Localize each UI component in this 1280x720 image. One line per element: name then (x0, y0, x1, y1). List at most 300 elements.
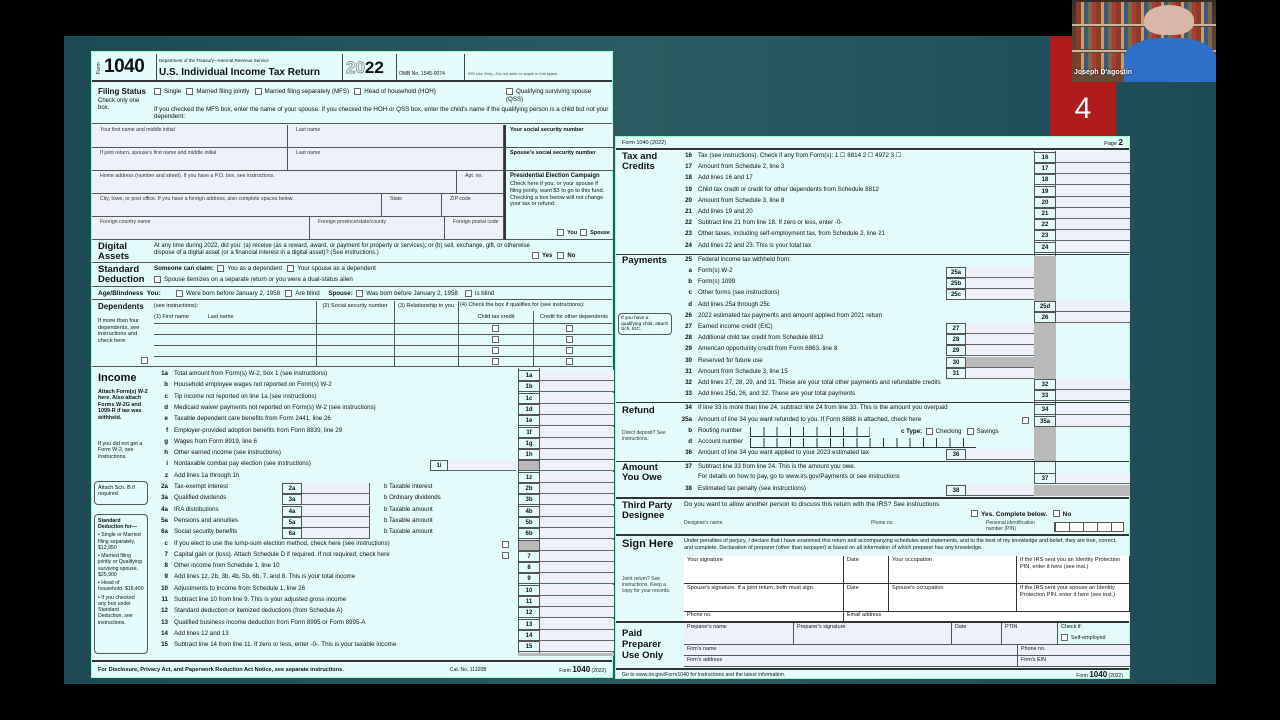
foreign-country-field[interactable]: Foreign country name (92, 217, 310, 240)
ssn-field[interactable]: Your social security number (504, 125, 614, 148)
firm-ein-field[interactable]: Firm's EIN (1018, 656, 1130, 667)
spouse-date-field[interactable]: Date (844, 584, 889, 612)
line-box-label: 9 (518, 573, 540, 584)
split-left-input[interactable] (302, 517, 370, 528)
divider (616, 254, 1129, 255)
income-section: Income Attach Form(s) W-2 here. Also attach Forms W-2G and 1099-R if tax was withheld. If you did not get a Form W-2, see instructions. Attach Sch. B if required. Standard Deduction for— • Single or Married filing separately, $12,950 • Married filing jointly or Qualifying surviving spouse, $25,900 • Head of household, $19,400 • If you checked any box under Standard Deduction, see instructions. 1a Total amount from Form(s) W-2, box 1 (see instructions) 1a b Household employee wages not reported on Form(s) W-2 1b c Tip income not reported on line 1a (see instructions) 1c d Medicaid waiver payments not reported on Form(s) W-2 (see instructions) 1d e Taxable dependent care benefits from Form 2441, line 26 1e f Employer-provided adoption benefits from Form 8839, line 29 1f g Wages from Form 8919, line 6 1g h Other earned income (see instructions) 1h i Nontaxable combat pay election (see instructions) 1i z Add lines 1a through 1h 1z 2a Tax-exempt interest b Taxable interest 2a 2b 3a Qualified dividends b Ordinary dividends 3a 3b 4a IRA distributions b Taxable amount 4a 4b 5a Pensions and annuities b Taxable amount 5a 5b 6a Social security benefits b Taxable amount 6a 6b c If you elect to use the lump-sum election method, check here (see instructions) 7 Capital gain or (loss). Attach Schedule D if required. If not required, check here 7 8 Other income from Schedule 1, line 10 8 9 Add lines 1z, 2b, 3b, 4b, 5b, 6b, 7, and 8. This is your total income 9 10 Adjustments to income from Schedule 1, line 26 10 11 Subtract line 10 from line 9. This is your adjusted gross income 11 12 Standard deduction or itemized deductions (from Schedule A) 12 13 Qualified business income deduction from Form 8995 or Form 8995-A 13 14 Add lines 12 and 13 14 15 Subtract line 14 from line 11. If zero or less, enter -0-. This is your taxable income 15 (92, 368, 612, 658)
line-box-label: 16 (1034, 152, 1056, 163)
digital-assets-no[interactable]: No (557, 253, 575, 259)
income-split-line: 4a IRA distributions b Taxable amount (161, 505, 433, 513)
last-name-field[interactable]: Last name (288, 125, 504, 148)
line-number: d (164, 403, 168, 411)
line-box-label: 1h (518, 449, 540, 460)
income-line (150, 540, 518, 551)
checkbox[interactable] (255, 88, 262, 95)
line-number: 12 (161, 607, 168, 615)
form-label: Form (96, 62, 102, 74)
firm-name-field[interactable]: Firm's name (684, 645, 1018, 656)
designee-phone-label: Phone no. (871, 520, 894, 527)
you-blind[interactable]: Are blind (285, 290, 319, 297)
form-title: U.S. Individual Income Tax Return (159, 67, 320, 78)
income-line (150, 619, 518, 630)
amount-input[interactable] (1056, 152, 1130, 163)
dependent-4-odc[interactable] (566, 358, 573, 365)
tax-year: 2022 (346, 58, 384, 77)
form-8888-checkbox[interactable] (1022, 417, 1029, 424)
occupation-field[interactable]: Your occupation (889, 556, 1017, 584)
third-party-heading: Third Party Designee (622, 500, 673, 522)
amount-input[interactable] (540, 573, 614, 584)
amount-input[interactable] (1056, 312, 1130, 323)
your-signature-field[interactable]: Your signature (684, 556, 844, 584)
line-box-label: 1g (518, 438, 540, 449)
line-38-input[interactable] (966, 485, 1034, 496)
line-box-label: 1d (518, 404, 540, 415)
spouse-born-before[interactable]: Was born before January 2, 1958 (356, 290, 458, 297)
mid-amount-input[interactable] (966, 345, 1034, 356)
preparer-signature-field[interactable]: Preparer's signature (794, 623, 952, 645)
line-box-label: 14 (518, 630, 540, 641)
line-number: c (164, 392, 168, 400)
spouse-blind[interactable]: Is blind (465, 290, 495, 297)
amount-input[interactable] (1056, 242, 1130, 253)
line-text: Subtract line 14 from line 11. If zero or less, enter -0-. This is your taxable income (174, 641, 397, 649)
line-number: 13 (161, 618, 168, 626)
form-header (92, 52, 612, 82)
page2-footer-form: Form 1040 (2022) (1076, 670, 1123, 680)
line-text: Household employee wages not reported on Form(s) W-2 (174, 381, 332, 389)
presenter-name: Joseph D'agostin (1074, 69, 1133, 76)
split-right-label: b Taxable amount (384, 505, 433, 513)
page2-header: Form 1040 (2022) Page 2 (616, 137, 1129, 150)
line-number: 10 (161, 584, 168, 592)
checkbox[interactable] (154, 88, 161, 95)
omb-number: OMB No. 1545-0074 (399, 71, 445, 77)
refund-heading: Refund (622, 405, 655, 417)
digital-assets-section: Digital Assets At any time during 2022, did you: (a) receive (as a reward, award, or payment for property or services); or (b) sell, exchange, gift, or otherwise dispose of a digital asset (or a financial interest in a digital asset)? (See instructions.) Yes No (92, 241, 612, 263)
standard-deduction-section: Standard Deduction Someone can claim: You as a dependent Your spouse as a dependent Spouse itemizes on a separate return or you were a dual-status alien (92, 263, 612, 287)
filing-mfs[interactable]: Married filing separately (MFS) (255, 88, 350, 95)
form-number: 1040 (104, 56, 145, 77)
line-box-label: 18 (1034, 174, 1056, 185)
filing-status-sub: Check only one box. (98, 98, 140, 112)
mid-box-label: 30 (946, 357, 966, 368)
line-box-label: 12 (518, 607, 540, 618)
account-type: c Type: Checking Savings (901, 427, 999, 435)
form-1040-page-2: Form 1040 (2022) Page 2 Tax and Credits 16 Tax (see instructions). Check if any from Form(s): 1 ☐ 8814 2 ☐ 4972 3 ☐ 16 17 Amount from Schedule 2, line 3 17 18 Add lines 16 and 17 18 19 Child tax credit or credit for other dependents from Schedule 8812 19 20 Amount from Schedule 3, line 8 20 21 Add lines 19 and 20 21 22 Subtract line 21 from line 18. If zero or less, enter -0- 22 23 Other taxes, including self-employment tax, from Schedule 2, line 21 23 24 Add lines 22 and 23. This is your total tax 24 Payments If you have a qualifying child, attach Sch. EIC. 25 Federal income tax withheld from: a Form(s) W-2 25a b Form(s) 1099 25b c Other forms (see instructions) 25c d Add lines 25a through 25c 25d 26 2022 estimated tax payments and amount applied from 2021 return 26 27 Earned income credit (EIC) 27 28 Additional child tax credit from Schedule 8812 28 29 American opportunity credit from Form 8863, line 8 29 30 Reserved for future use 30 31 Amount from Schedule 3, line 15 31 32 Add lines 27, 28, 29, and 31. These are your total other payments and refundable credits 32 33 Add lines 25d, 26, and 32. These are your total payments 33 Refund Direct deposit? See instructions. 34 If line 33 is more than line 24, subtract line 24 from line 33. This is the amount you overpaid 34 35a Amount of line 34 you want refunded to you. If Form 8888 is attached, check here 35a b Routing number c Type: Checking Savings d Account number 36 Amount of line 34 you want applied to your 2023 estimated tax 36 Amount You Owe 37 Subtract line 33 from line 24. This is the amount you owe. For details on how to pay, go to www.irs.gov/Payments or see instructions 37 38 Estimated tax penalty (see instructions) 38 Third Party Designee Do you want to allow another person to discuss this return with the IRS? See instructions Yes. Complete below. No Designee's name Phone no. Personal identification number (PIN) Sign Here Under penalties of perjury, I declare that I have examined this return and accompanying schedules and statements, and to the best of my knowledge and belief, they are true, correct, and complete. Declaration of preparer (other than taxpayer) is based on all information of which preparer has any knowledge. Joint return? See instructions. Keep a copy for your records. Your signature Date Your occupation If the IRS sent you an Identity Protection PIN, enter it here (see inst.) Spouse's signature. If a joint return, both must sign. Date Spouse's occupation If the IRS sent your spouse an Identity Protection PIN, enter it here (see inst.) Phone no. Email address Paid Preparer Use Only Preparer's name Preparer's signature Date PTIN Check if: Self-employed Firm's name Phone no. Firm's address Firm's EIN Go to www.irs.gov/Form1040 for instructions and the latest information. Form 1040 (2022) (615, 136, 1130, 679)
spouse-ip-pin-field[interactable]: If the IRS sent your spouse an Identity Protection PIN, enter it here (see inst.) (1017, 584, 1130, 612)
line-text: Nontaxable combat pay election (see instructions) (174, 460, 311, 468)
spouse-itemizes[interactable]: Spouse itemizes on a separate return or you were a dual-status alien (154, 276, 353, 284)
line-box-label: 22 (1034, 219, 1056, 230)
designee-pin-label: Personal identification number (PIN) (986, 520, 1035, 533)
joint-return-note: Joint return? See instructions. Keep a copy for your records. (622, 576, 671, 595)
line-number: 7 (164, 550, 168, 558)
income-line (150, 370, 518, 381)
split-right-label: b Taxable amount (384, 528, 433, 536)
apt-field[interactable]: Apt. no. (457, 171, 504, 194)
line-text: Other earned income (see instructions) (174, 449, 281, 457)
amount-input[interactable] (1056, 208, 1130, 219)
split-left-input[interactable] (302, 494, 370, 505)
line-box-label: 1f (518, 427, 540, 438)
divider (616, 402, 1129, 403)
amount-input[interactable] (540, 483, 614, 494)
line-text: Medicaid waiver payments not reported on Form(s) W-2 (see instructions) (174, 403, 376, 411)
filing-hoh[interactable]: Head of household (HOH) (354, 88, 436, 95)
line-box-label: 33 (1034, 390, 1056, 401)
spouse-occupation-field[interactable]: Spouse's occupation (889, 584, 1017, 612)
split-left-input[interactable] (302, 506, 370, 517)
agency: Department of the Treasury—Internal Revenue Service (159, 58, 269, 63)
mid-amount-input[interactable] (966, 357, 1034, 368)
line-number: b (164, 381, 168, 389)
line-text: Taxable dependent care benefits from Form 2441, line 26 (174, 415, 331, 423)
line-box-label: 1a (518, 370, 540, 381)
line-box-label: 24 (1034, 242, 1056, 253)
tax-and-credits-heading: Tax and Credits (622, 151, 658, 172)
line-box-label: 23 (1034, 230, 1056, 241)
lump-sum-checkbox[interactable] (502, 541, 509, 548)
payments-heading: Payments (622, 254, 667, 266)
spouse-first-name-field[interactable]: If joint return, spouse's first name and middle initial (92, 148, 288, 171)
amount-input[interactable] (540, 449, 614, 460)
first-name-field[interactable]: Your first name and middle initial (92, 125, 288, 148)
dependents-section: Dependents (see instructions): If more than four dependents, see instructions and check here (1) First name Last name (2) Social security number (3) Relationship to you (4) Check the box if qualifies for (see instructions): Child tax credit Credit for other dependents (92, 301, 612, 367)
amount-input[interactable] (540, 517, 614, 528)
amount-input[interactable] (540, 562, 614, 573)
amount-owe-input[interactable] (1056, 473, 1130, 484)
line-box-label: 10 (518, 585, 540, 596)
amount-you-owe-heading: Amount You Owe (622, 462, 662, 484)
dependent-1-odc[interactable] (566, 325, 573, 332)
filing-status-heading: Filing Status (98, 87, 146, 96)
more-dependents-checkbox[interactable] (141, 357, 148, 364)
income-line (150, 562, 518, 573)
amount-input[interactable] (1056, 219, 1130, 230)
third-party-no[interactable]: No (1053, 511, 1072, 518)
digital-assets-yes[interactable]: Yes (532, 253, 552, 259)
split-right-label: b Ordinary dividends (384, 494, 441, 502)
line-box-label: 8 (518, 562, 540, 573)
email-field[interactable]: Email address (844, 612, 1130, 621)
dependent-2-ctc[interactable] (492, 336, 499, 343)
amount-input[interactable] (540, 596, 614, 607)
line-box-label: 11 (518, 596, 540, 607)
line-box-label: 15 (518, 641, 540, 652)
income-line (150, 393, 518, 404)
zip-field[interactable]: ZIP code (442, 194, 504, 217)
split-left-box: 5a (282, 517, 302, 528)
amount-input[interactable] (540, 427, 614, 438)
amount-input[interactable] (540, 619, 614, 630)
income-line (150, 415, 518, 426)
self-employed-check: Check if: Self-employed (1058, 623, 1130, 645)
line-box-label: 4b (518, 506, 540, 517)
line-box-label: 26 (1034, 312, 1056, 323)
divider (616, 534, 1129, 536)
pec-you[interactable]: You (557, 230, 577, 236)
split-left-box: 2a (282, 483, 302, 494)
amount-input[interactable] (540, 528, 614, 539)
firm-address-field[interactable]: Firm's address (684, 656, 1018, 667)
account-number-input[interactable] (750, 438, 976, 448)
income-line (150, 641, 518, 652)
spouse-signature-field[interactable]: Spouse's signature. If a joint return, both must sign. (684, 584, 844, 612)
line-box-label: 1z (518, 472, 540, 483)
third-party-yes[interactable]: Yes. Complete below. (971, 511, 1047, 518)
line-number: z (164, 471, 168, 479)
amount-input[interactable] (540, 370, 614, 381)
income-line (150, 630, 518, 641)
line-box-label: 13 (518, 619, 540, 630)
income-split-line: 3a Qualified dividends b Ordinary dividends (161, 494, 441, 502)
line-text: Total amount from Form(s) W-2, box 1 (see instructions) (174, 370, 328, 377)
amount-input[interactable] (540, 404, 614, 415)
foreign-postal-field[interactable]: Foreign postal code (445, 217, 504, 240)
amount-input[interactable] (1056, 230, 1130, 241)
presenter-body (1124, 38, 1216, 82)
divider (616, 497, 1129, 499)
line-box-label: 1c (518, 393, 540, 404)
mid-amount-input[interactable] (966, 323, 1034, 334)
amount-input[interactable] (1056, 379, 1130, 390)
preparer-name-field[interactable]: Preparer's name (684, 623, 794, 645)
self-employed-checkbox[interactable]: Self-employed (1061, 634, 1127, 641)
routing-number-input[interactable] (750, 427, 870, 437)
line-number: 11 (161, 596, 168, 603)
filing-qss[interactable]: Qualifying surviving spouse (QSS) (506, 88, 592, 103)
income-split-line: 2a Tax-exempt interest b Taxable interest (161, 483, 433, 490)
income-line (150, 573, 518, 584)
line-text: Capital gain or (loss). Attach Schedule D if required. If not required, check here (174, 550, 390, 558)
mid-box-label: 27 (946, 323, 966, 334)
divider (616, 668, 1129, 670)
amount-input[interactable] (540, 494, 614, 505)
mid-amount-input[interactable] (966, 334, 1034, 345)
line-text: Standard deduction or itemized deductions (from Schedule A) (174, 607, 343, 615)
dependent-1-ctc[interactable] (492, 325, 499, 332)
eic-note: If you have a qualifying child, attach Sch. EIC. (618, 313, 672, 335)
line-number: g (164, 437, 168, 445)
line-1i-box: 1i (430, 460, 448, 471)
income-line (150, 449, 518, 460)
line-box-label: 6b (518, 528, 540, 539)
mid-box-label: 28 (946, 334, 966, 345)
line-text: Employer-provided adoption benefits from Form 8839, line 29 (174, 426, 343, 434)
city-field[interactable]: City, town, or post office. If you have a foreign address, also complete spaces below. (92, 194, 382, 217)
line-text: Add lines 1z, 2b, 3b, 4b, 5b, 6b, 7, and 8. This is your total income (174, 573, 356, 581)
claim-you-dependent[interactable]: You as a dependent (217, 265, 282, 272)
mid-box-label: 29 (946, 345, 966, 356)
line-number: 1a (161, 370, 168, 377)
line-text: Other income from Schedule 1, line 10 (174, 562, 280, 570)
presenter-head (1144, 5, 1194, 35)
line-box-label: 5b (518, 517, 540, 528)
presidential-election-campaign: Presidential Election Campaign Check here if you, or your spouse if filing jointly, want $3 to go to this fund. Checking a box below will not change your tax or refund. You Spouse (504, 171, 614, 240)
line-box-label: 35a (1034, 416, 1056, 427)
mid-amount-input[interactable] (966, 278, 1034, 289)
ip-pin-field[interactable]: If the IRS sent you an Identity Protection PIN, enter it here (see inst.) (1017, 556, 1130, 584)
ptin-field[interactable]: PTIN (1002, 623, 1058, 645)
split-left-input[interactable] (302, 483, 370, 494)
amount-input[interactable] (540, 381, 614, 392)
date-field[interactable]: Date (844, 556, 889, 584)
income-line (150, 585, 518, 596)
page2-footer-note: Go to www.irs.gov/Form1040 for instructions and the latest information. (622, 672, 786, 679)
foreign-province-field[interactable]: Foreign province/state/county (310, 217, 445, 240)
amount-input[interactable] (540, 585, 614, 596)
amount-input[interactable] (540, 551, 614, 562)
filing-mfj[interactable]: Married filing jointly (186, 88, 249, 95)
amount-input[interactable] (1056, 390, 1130, 401)
line-box-label: 2b (518, 483, 540, 494)
claim-spouse-dependent[interactable]: Your spouse as a dependent (287, 265, 376, 272)
paid-preparer-heading: Paid Preparer Use Only (622, 628, 664, 662)
state-field[interactable]: State (382, 194, 442, 217)
line-number: e (164, 415, 168, 423)
you-born-before[interactable]: Were born before January 2, 1958 (176, 290, 280, 297)
amount-input[interactable] (1056, 301, 1130, 312)
amount-input[interactable] (540, 540, 614, 551)
income-line (150, 596, 518, 607)
age-blindness-section: Age/Blindness You: Were born before January 2, 1958 Are blind Spouse: Was born before January 2, 1958 Is blind (92, 288, 612, 300)
amount-input[interactable] (540, 472, 614, 483)
dependent-3-ctc[interactable] (492, 347, 499, 354)
income-split-line: 5a Pensions and annuities b Taxable amount (161, 516, 433, 524)
amount-input[interactable] (540, 607, 614, 618)
capital-gain-checkbox[interactable] (502, 552, 509, 559)
designee-pin-input[interactable] (1054, 522, 1124, 532)
line-number: 34 (685, 404, 692, 412)
amount-input[interactable] (540, 393, 614, 404)
mid-box-label: 25a (946, 267, 966, 278)
amount-input[interactable] (1056, 186, 1130, 197)
line-box-label: 34 (1034, 404, 1056, 415)
line-text: If you elect to use the lump-sum election method, check here (see instructions) (174, 539, 390, 547)
split-left-box: 3a (282, 494, 302, 505)
dependent-4-ctc[interactable] (492, 358, 499, 365)
line-box-label (518, 460, 540, 471)
spouse-ssn-field[interactable]: Spouse's social security number (504, 148, 614, 171)
dependent-3-odc[interactable] (566, 347, 573, 354)
income-line (150, 381, 518, 392)
third-party-question: Do you want to allow another person to discuss this return with the IRS? See instructions (684, 501, 940, 509)
line-box-label: 32 (1034, 379, 1056, 390)
line-text: Wages from Form 8919, line 6 (174, 437, 257, 445)
line-1i-input[interactable] (448, 460, 516, 471)
split-right-label: b Taxable interest (384, 483, 433, 490)
mid-box-label: 25c (946, 289, 966, 300)
line-number: h (164, 449, 168, 457)
line-box-label: 17 (1034, 163, 1056, 174)
line-36-input[interactable] (966, 449, 1034, 460)
page1-footer: For Disclosure, Privacy Act, and Paperwork Reduction Act Notice, see separate instructions. Cat. No. 11320B Form 1040 (2022) (92, 660, 612, 678)
line-text: Add lines 1a through 1h (174, 471, 240, 479)
line-text: Adjustments to income from Schedule 1, line 26 (174, 584, 306, 592)
checkbox[interactable] (186, 88, 193, 95)
slide-number: 4 (1074, 92, 1092, 125)
line-box-label: 7 (518, 551, 540, 562)
mid-amount-input[interactable] (966, 368, 1034, 379)
line-text: Qualified business income deduction from Form 8995 or Form 8995-A (174, 618, 366, 626)
perjury-statement: Under penalties of perjury, I declare that I have examined this return and accompanying schedules and statements, and to the best of my knowledge and belief, they are true, correct, and complete. Declaration of preparer (other than taxpayer) is based on all information of which preparer has any knowledge. (684, 538, 1117, 551)
line-box-label: 1e (518, 415, 540, 426)
line-number: i (166, 460, 168, 468)
payment-instructions: For details on how to pay, go to www.irs.gov/Payments or see instructions (698, 473, 900, 481)
income-line (150, 472, 518, 483)
phone-field[interactable]: Phone no. (684, 612, 844, 621)
line-number: 15 (161, 641, 168, 649)
mid-amount-input[interactable] (966, 267, 1034, 278)
income-line (150, 404, 518, 415)
form-1040-page-1 (91, 51, 613, 678)
shaded-area (518, 653, 614, 657)
amount-input[interactable] (540, 506, 614, 517)
dependent-2-odc[interactable] (566, 336, 573, 343)
line-number: c (164, 539, 168, 547)
standard-deduction-sidebar: Standard Deduction for— • Single or Married filing separately, $12,950 • Married filing jointly or Qualifying surviving spouse, $25,900 • Head of household, $19,400 • If you checked any box under Standard Deduction, see instructions. (94, 514, 148, 654)
filing-single[interactable]: Single (154, 88, 181, 95)
amount-input[interactable] (1056, 163, 1130, 174)
line-box-label: 3b (518, 494, 540, 505)
line-number: 8 (164, 562, 168, 570)
amount-input[interactable] (540, 438, 614, 449)
mid-box-label: 31 (946, 368, 966, 379)
amount-input[interactable] (540, 415, 614, 426)
home-address-field[interactable]: Home address (number and street). If you have a P.O. box, see instructions. (92, 171, 457, 194)
amount-input[interactable] (1056, 174, 1130, 185)
amount-input[interactable] (540, 641, 614, 652)
line-box-label: 1b (518, 381, 540, 392)
line-box-label: 21 (1034, 208, 1056, 219)
irs-use-only: IRS Use Only—Do not write or staple in this space. (468, 71, 559, 76)
amount-input[interactable] (540, 630, 614, 641)
checkbox[interactable] (354, 88, 361, 95)
third-party-options (971, 510, 1071, 518)
line-text: Tip income not reported on line 1a (see instructions) (174, 392, 317, 400)
split-right-label: b Taxable amount (384, 516, 433, 524)
line-number: 35a (681, 415, 692, 423)
presenter-video (1072, 0, 1216, 82)
checking-option[interactable]: Checking (926, 428, 962, 435)
split-left-box: 4a (282, 506, 302, 517)
mid-box-label: 25b (946, 278, 966, 289)
line-number: 9 (164, 573, 168, 581)
line-text: Add lines 12 and 13 (174, 629, 229, 637)
mid-amount-input[interactable] (966, 289, 1034, 300)
income-line (150, 438, 518, 449)
amount-input[interactable] (540, 460, 614, 471)
split-left-box: 6a (282, 528, 302, 539)
income-line (150, 551, 518, 562)
savings-option[interactable]: Savings (967, 428, 999, 435)
filing-status-section (92, 84, 612, 124)
firm-phone-field[interactable]: Phone no. (1018, 645, 1130, 656)
pec-spouse[interactable]: Spouse (580, 230, 610, 236)
checkbox[interactable] (506, 88, 513, 95)
preparer-date-field[interactable]: Date (952, 623, 1002, 645)
spouse-last-name-field[interactable]: Last name (288, 148, 504, 171)
split-left-input[interactable] (302, 528, 370, 539)
filing-status-note: If you checked the MFS box, enter the name of your spouse. If you checked the HOH or QSS box, enter the child's name if the qualifying person is a child but not your dependent: (154, 106, 609, 121)
line-box-label: 19 (1034, 186, 1056, 197)
line-number: 14 (161, 629, 168, 637)
amount-input[interactable] (1056, 404, 1130, 415)
direct-deposit-note: Direct deposit? See instructions. (622, 430, 666, 443)
amount-input[interactable] (1056, 416, 1130, 427)
amount-input[interactable] (1056, 197, 1130, 208)
